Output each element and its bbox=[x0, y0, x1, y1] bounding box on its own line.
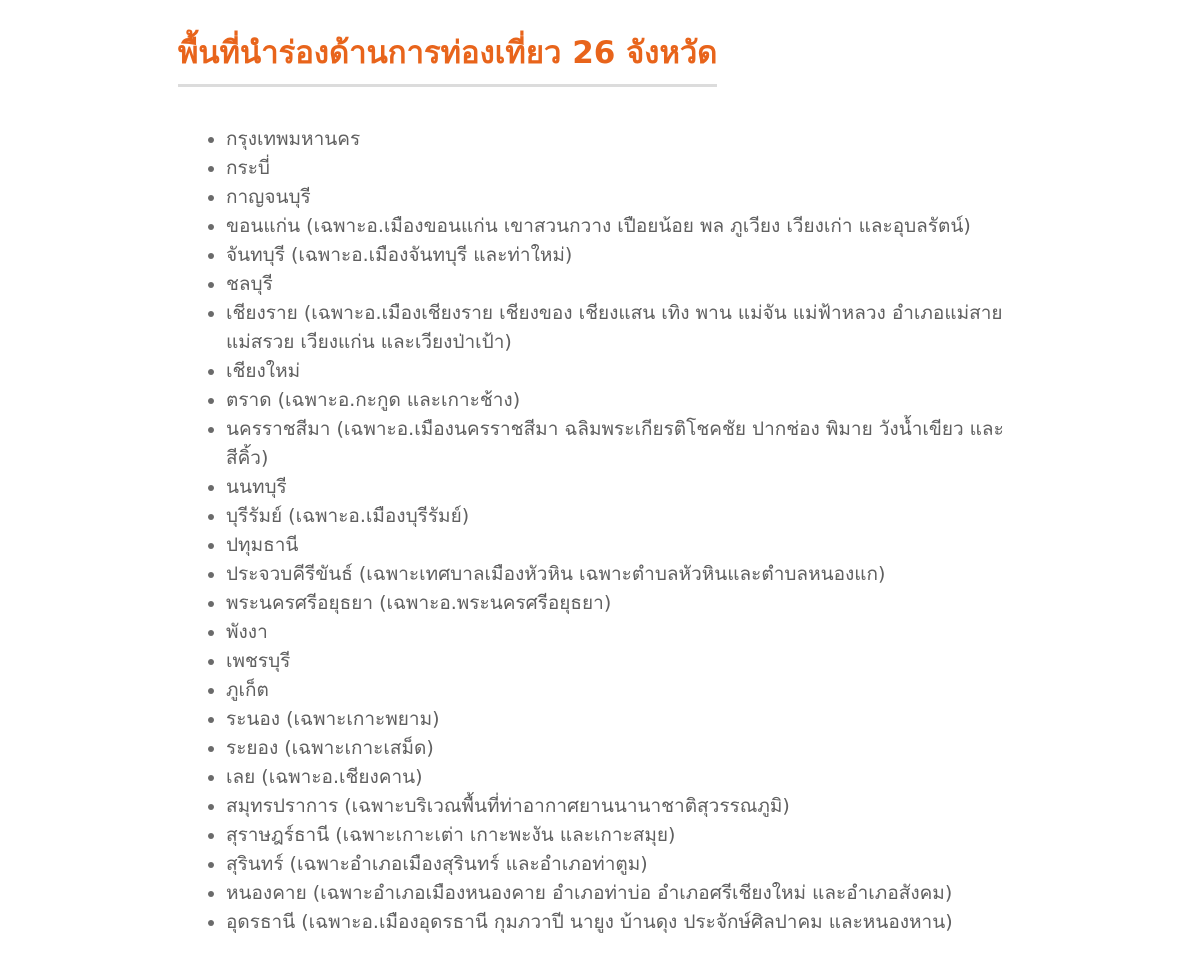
list-item bbox=[226, 792, 1038, 821]
list-item bbox=[226, 850, 1038, 879]
bullet-icon bbox=[208, 601, 214, 607]
province-text: เพชรบุรี bbox=[226, 650, 291, 672]
province-text: สมุทรปราการ (เฉพาะบริเวณพื้นที่ท่าอากาศยานนานาชาติสุวรรณภูมิ) bbox=[226, 795, 790, 817]
province-text: พังงา bbox=[226, 621, 268, 643]
province-text: พระนครศรีอยุธยา (เฉพาะอ.พระนครศรีอยุธยา) bbox=[226, 592, 612, 614]
bullet-icon bbox=[208, 746, 214, 752]
list-item bbox=[226, 502, 1038, 531]
bullet-icon bbox=[208, 311, 214, 317]
list-item bbox=[226, 560, 1038, 589]
province-text: นนทบุรี bbox=[226, 476, 287, 498]
province-text: จันทบุรี (เฉพาะอ.เมืองจันทบุรี และท่าใหม่) bbox=[226, 244, 573, 266]
list-item bbox=[226, 386, 1038, 415]
province-text: กระบี่ bbox=[226, 157, 270, 179]
bullet-icon bbox=[208, 253, 214, 259]
bullet-icon bbox=[208, 427, 214, 433]
title-underline bbox=[178, 30, 717, 87]
list-item bbox=[226, 154, 1038, 183]
bullet-icon bbox=[208, 659, 214, 665]
list-item bbox=[226, 270, 1038, 299]
bullet-icon bbox=[208, 775, 214, 781]
bullet-icon bbox=[208, 688, 214, 694]
list-item bbox=[226, 734, 1038, 763]
bullet-icon bbox=[208, 920, 214, 926]
bullet-icon bbox=[208, 717, 214, 723]
list-item bbox=[226, 125, 1038, 154]
bullet-icon bbox=[208, 630, 214, 636]
bullet-icon bbox=[208, 166, 214, 172]
bullet-icon bbox=[208, 891, 214, 897]
province-text: เลย (เฉพาะอ.เชียงคาน) bbox=[226, 766, 423, 788]
list-item bbox=[226, 212, 1038, 241]
list-item bbox=[226, 241, 1038, 270]
province-text: ระนอง (เฉพาะเกาะพยาม) bbox=[226, 708, 440, 730]
list-item bbox=[226, 618, 1038, 647]
bullet-icon bbox=[208, 543, 214, 549]
province-text: ภูเก็ต bbox=[226, 679, 269, 701]
bullet-icon bbox=[208, 804, 214, 810]
bullet-icon bbox=[208, 862, 214, 868]
list-item bbox=[226, 705, 1038, 734]
province-text: หนองคาย (เฉพาะอำเภอเมืองหนองคาย อำเภอท่าบ่อ อำเภอศรีเชียงใหม่ และอำเภอสังคม) bbox=[226, 882, 953, 904]
province-text: ตราด (เฉพาะอ.กะกูด และเกาะช้าง) bbox=[226, 389, 521, 411]
list-item bbox=[226, 299, 1038, 357]
list-item bbox=[226, 589, 1038, 618]
article-content bbox=[178, 30, 1038, 937]
list-item bbox=[226, 473, 1038, 502]
province-text: บุรีรัมย์ (เฉพาะอ.เมืองบุรีรัมย์) bbox=[226, 505, 470, 527]
province-text: สุรินทร์ (เฉพาะอำเภอเมืองสุรินทร์ และอำเภอท่าตูม) bbox=[226, 853, 648, 875]
bullet-icon bbox=[208, 514, 214, 520]
list-item bbox=[226, 763, 1038, 792]
list-item bbox=[226, 879, 1038, 908]
province-text: เชียงใหม่ bbox=[226, 360, 301, 382]
list-item bbox=[226, 531, 1038, 560]
list-item bbox=[226, 357, 1038, 386]
province-text: ปทุมธานี bbox=[226, 534, 299, 556]
province-text: ชลบุรี bbox=[226, 273, 273, 295]
province-text: กรุงเทพมหานคร bbox=[226, 128, 361, 150]
bullet-icon bbox=[208, 224, 214, 230]
bullet-icon bbox=[208, 833, 214, 839]
page-title: พื้นที่นำร่องด้านการท่องเที่ยว 26 จังหวัด bbox=[178, 35, 718, 71]
province-text: สุราษฎร์ธานี (เฉพาะเกาะเต่า เกาะพะงัน และเกาะสมุย) bbox=[226, 824, 676, 846]
province-list bbox=[178, 125, 1038, 937]
bullet-icon bbox=[208, 485, 214, 491]
list-item bbox=[226, 647, 1038, 676]
bullet-icon bbox=[208, 282, 214, 288]
list-item bbox=[226, 908, 1038, 937]
province-text: นครราชสีมา (เฉพาะอ.เมืองนครราชสีมา ฉลิมพระเกียรติโชคชัย ปากช่อง พิมาย วังน้ำเขียว และสีคิ้ว) bbox=[226, 418, 1004, 469]
province-text: กาญจนบุรี bbox=[226, 186, 311, 208]
province-text: ขอนแก่น (เฉพาะอ.เมืองขอนแก่น เขาสวนกวาง เปือยน้อย พล ภูเวียง เวียงเก่า และอุบลรัตน์) bbox=[226, 215, 971, 237]
province-text: อุดรธานี (เฉพาะอ.เมืองอุดรธานี กุมภวาปี นายูง บ้านดุง ประจักษ์ศิลปาคม และหนองหาน) bbox=[226, 911, 953, 933]
list-item bbox=[226, 676, 1038, 705]
bullet-icon bbox=[208, 195, 214, 201]
province-text: ระยอง (เฉพาะเกาะเสม็ด) bbox=[226, 737, 434, 759]
province-text: เชียงราย (เฉพาะอ.เมืองเชียงราย เชียงของ เชียงแสน เทิง พาน แม่จัน แม่ฟ้าหลวง อำเภอแม่สาย แม่สรวย เวียงแก่น และเวียงป่าเป้า) bbox=[226, 302, 1003, 353]
province-text: ประจวบคีรีขันธ์ (เฉพาะเทศบาลเมืองหัวหิน เฉพาะตำบลหัวหินและตำบลหนองแก) bbox=[226, 563, 886, 585]
bullet-icon bbox=[208, 137, 214, 143]
bullet-icon bbox=[208, 369, 214, 375]
list-item bbox=[226, 183, 1038, 212]
list-item bbox=[226, 415, 1038, 473]
list-item bbox=[226, 821, 1038, 850]
bullet-icon bbox=[208, 572, 214, 578]
bullet-icon bbox=[208, 398, 214, 404]
